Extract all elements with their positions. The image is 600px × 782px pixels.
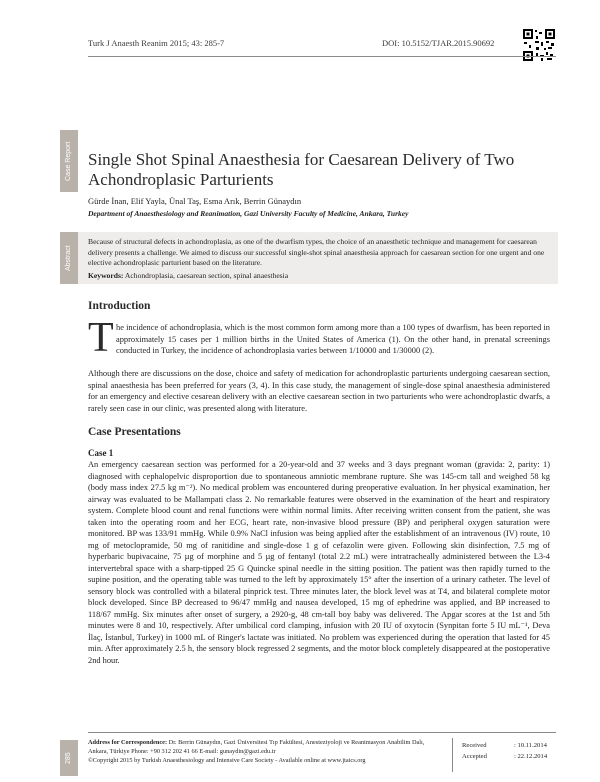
page-number-tab: 285 — [60, 740, 78, 776]
article-title: Single Shot Spinal Anaesthesia for Caesarean Delivery of Two Achondroplasic Parturients — [88, 150, 515, 189]
correspondence-label: Address for Correspondence: — [88, 739, 168, 746]
introduction-paragraph-2: Although there are discussions on the dose, choice and safety of medication for achondroplastic parturients undergoing caesarean section, spinal anaesthesia has been preferred for years (3, 4). In this case study, the management of single-dose spinal anaesthesia administered for an emergency and elective cesarean delivery with an elective caesarean section in two parturients who were achondroplastic dwarfs, a rarely seen case in our clinic, was presented along with literature. — [88, 369, 550, 413]
case-report-tab: Case Report — [60, 130, 78, 192]
keywords-list: Achondroplasia, caesarean section, spinal anaesthesia — [124, 271, 289, 280]
copyright-text: ©Copyright 2015 by Turkish Anaesthesiology and Intensive Care Society - Available online at www.jtaics.org — [88, 757, 366, 764]
article-affiliation: Department of Anaesthesiology and Reanimation, Gazi University Faculty of Medicine, Ankara, Turkey — [88, 209, 409, 218]
keywords — [88, 271, 288, 280]
header-rule — [88, 56, 556, 57]
footer-dates — [462, 740, 547, 762]
article-authors: Gürde İnan, Elif Yayla, Ünal Taş, Esma Arık, Berrin Günaydın — [88, 196, 302, 206]
case-1-heading: Case 1 — [88, 448, 114, 458]
received-label: Received — [462, 742, 487, 749]
doi: DOI: 10.5152/TJAR.2015.90692 — [382, 38, 495, 48]
received-date: : 10.11.2014 — [514, 742, 547, 749]
introduction-heading: Introduction — [88, 300, 151, 312]
footer-correspondence — [88, 738, 438, 765]
journal-citation: Turk J Anaesth Reanim 2015; 43: 285-7 — [88, 38, 225, 48]
abstract-tab: Abstract — [60, 232, 78, 284]
keywords-label: Keywords: — [88, 271, 124, 280]
accepted-label: Accepted — [462, 753, 487, 760]
case-presentations-heading: Case Presentations — [88, 426, 181, 438]
footer-rule — [88, 732, 556, 733]
abstract-text: Because of structural defects in achondroplasia, as one of the dwarfism types, the choice of an anaesthetic technique and management for caesarean delivery presents a challenge. We aimed to discuss our successful single-shot spinal anaesthesia approach for caesarean section for one urgent and one elective achondroplasic parturient based on the literature. — [88, 237, 545, 268]
correspondence-text: Dr. Berrin Günaydın, Gazi Üniversitesi Tıp Fakültesi, Anesteziyoloji ve Reanimasyon Anabilim Dalı, Ankara, Türkiye Phone: +90 312 202 41 66 E-mail: gunaydin@gazi.edu.tr — [88, 739, 425, 755]
introduction-paragraph-1: he incidence of achondroplasia, which is the most common form among more than a 100 types of dwarfism, has been reported in approximately 15 cases per 1 million births in the United States of America (1). On the other hand, in prenatal screenings conducted in Turkey, the incidence of achondroplasia varies between 1/10000 and 1/30000 (2). — [116, 323, 550, 355]
accepted-date: : 22.12.2014 — [514, 753, 548, 760]
case-1-text: An emergency caesarean section was performed for a 20-year-old and 37 weeks and 3 days pregnant woman (gravida: 2, parity: 1) diagnosed with cephalopelvic disproportion due to spontaneous amniotic membrane rupture. She was 145-cm tall and weighed 58 kg (body mass index 27.5 kg m⁻²). No medical problem was encountered during preoperative evaluation. In her physical examination, her airway was evaluated to be Mallampati class 2. No remarkable features were observed in the examination of the heart and respiratory system. Complete blood count and renal functions were within normal limits. After receiving written consent from the patient, she was taken into the operating room and her ECG, heart rate, non-invasive blood pressure (BP) and peripheral oxygen saturation were monitored. BP was 133/91 mmHg. While 0.9% NaCl infusion was being applied after the establishment of an intravenous (IV) route, 10 mg of metoclopramide, 50 mg of ranitidine and single-dose 1 g of cefazolin were given. Following skin disinfection, 7.5 mg of hyperbaric bupivacaine, 75 µg of morphine and 5 µg of fentanyl (total 2.2 mL) were intratracheally administered between the L3-4 intervertebral space with a sharp-tipped 25 G Quincke spinal needle in the sitting position. The patient was then rapidly turned to the supine position, and the operating table was turned to the left by approximately 15° after the insertion of a urinary catheter. The level of sensory block was controlled with a bilateral pinprick test. Three minutes later, the block level was at T4, and bilateral complete motor block developed. Since BP decreased to 96/47 mmHg and nausea developed, 15 mg of ephedrine was applied, and BP increased to 118/67 mmHg. Six minutes after onset of surgery, a 2920-g, 48 cm-tall boy baby was delivered. The Apgar scores at the 1st and 5th minutes were 8 and 10, respectively. After umbilical cord clamping, infusion with 20 IU of oxytocin (Synpitan forte 5 IU mL⁻¹, Deva İlaç, İstanbul, Turkey) in 1000 mL of Ringer's lactate was initiated. No problem was experienced during the operation that lasted for 45 min. After approximately 2.5 h, the sensory block regressed 2 segments, and the motor block completely disappeared at the postoperative 2nd hour. — [88, 460, 550, 665]
footer-divider — [452, 738, 453, 772]
drop-cap: T — [88, 315, 114, 361]
